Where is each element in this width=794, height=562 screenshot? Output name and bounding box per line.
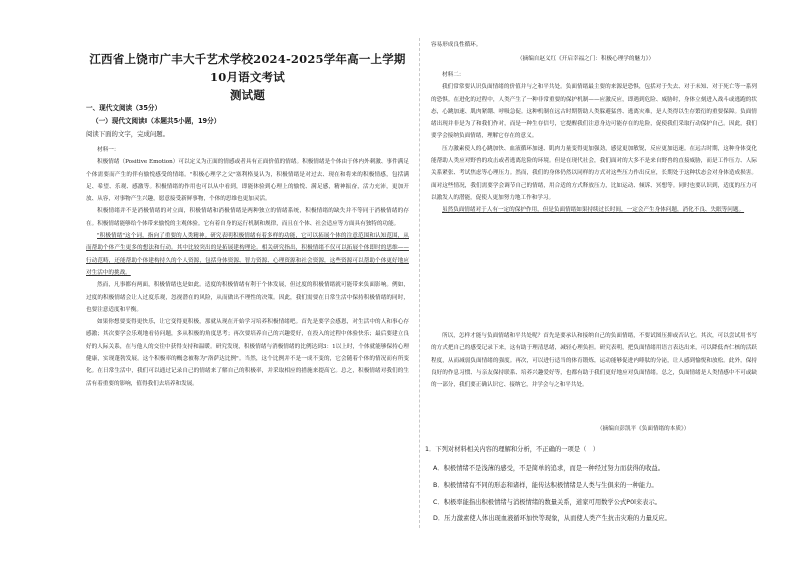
material-two-closing xyxy=(431,330,757,416)
title-line-1: 江西省上饶市广丰大千艺术学校2024-2025学年高一上学期10月语文考试 xyxy=(89,52,406,84)
title-line-2: 测试题 xyxy=(229,88,266,102)
answer-option-b: B．积极情绪有不同的形态和诸样，能传达积极情绪是人类与生俱来的一种能力。 xyxy=(433,482,658,489)
material-two-paragraph: 我们常常要认识负面情绪的价值并与之和平共处。负面情绪最主要的来源是恐惧，包括对于失去、对于未知、对于死亡等一系列的恐惧。在进化的过程中，人类产生了一种非常重要的保护机制——应激反应，即遇到危险、威胁时，身体立刻进入战斗或逃跑的状态，心跳加速、肌肉紧绷、呼吸急促。这种机制在远古时期帮助人类躲避猛兽、逃离灾难，是人类得以生存繁衍的重要保障。负面情绪出现并非是为了和我们作对，而是一种生存信号，它提醒我们注意身边可能存在的危险，促使我们采取行动保护自己。因此，我们要学会接纳负面情绪，理解它存在的意义。 xyxy=(431,84,757,140)
carryover-line: 容易形成良性循环。 xyxy=(431,42,482,48)
source-citation: （摘编自彭凯平《负面情绪的本质》） xyxy=(597,426,690,432)
subsection-heading: （一）现代文阅读Ⅰ（本题共5小题，19分） xyxy=(92,117,221,125)
material-two-label: 材料二： xyxy=(442,72,465,78)
section-heading: 一、现代文阅读（35分） xyxy=(86,104,162,112)
material-one-label: 材料一： xyxy=(97,147,120,153)
material-one-paragraph: 积极情绪（Positive Emotion）可以定义为正面的情感或者具有正面价值的情绪。积极情绪是个体由于体内外刺激、事件满足个体需要而产生的伴有愉悦感受的情绪。"积极心理学之父"塞利格曼认为，积极情绪是对过去、现在和将来的积极情感，包括满足、希望、乐观、感激等。积极情绪的作用也可以从中看到，即能体验到心理上的愉悦、满足感，精神振奋，活力充沛，更加开放、从容，对事物产生兴趣，愿意接受新鲜事物，个体的思维也更加灵活。 xyxy=(86,159,409,203)
source-citation: （摘编自赵义红《开启幸福之门：积极心理学的魅力》） xyxy=(517,56,655,62)
material-two-paragraph: 压力激素使人的心跳加快、血液循环加速、肌肉力量变得更加强劲，感觉更加敏锐，反应更加迅速。在远古时期，这种身体变化能帮助人类应对野兽的攻击或者逃离危险的环境。但是在现代社会，我们面对的大多不是来自野兽的直接威胁，而是工作压力、人际关系紧张、考试焦虑等心理压力。然而，我们的身体仍然以同样的方式对这些压力作出反应，长期处于这种状态会对身体造成损害。面对这些情况，我们需要学会调节自己的情绪，用合适的方式释放压力，比如运动、倾诉、冥想等。同时也要认识到，适度的压力可以激发人的潜能，促使人更加努力地工作和学习。 xyxy=(431,145,757,201)
material-one-paragraph: 如果你想要变得更快乐，让它变得更积极，那就从现在开始学习培养积极情绪吧。首先是要学会感恩，对生活中的人和事心存感激；其次要学会乐观地看待问题，多从积极的角度思考；再次要培养自己的兴趣爱好，在投入的过程中体验快乐；最后要建立良好的人际关系，在与他人的交往中获得支持和温暖。研究发现，积极情绪与消极情绪的比例达到3：1以上时，个体就能够保持心理健康，实现蓬勃发展。这个积极率的概念被称为"洛萨达比例"。当然，这个比例并不是一成不变的，它会随着个体的情况而有所变化。在日常生活中，我们可以通过记录自己的情绪来了解自己的积极率，并采取相应的措施来提高它。总之，积极情绪对我们的生活有着重要的影响，值得我们去培养和发展。 xyxy=(86,319,409,387)
material-two-paragraph: 所以，怎样才能与负面情绪和平共处呢？首先是要承认和接纳自己的负面情绪，不要试图压抑或否认它。其次，可以尝试用书写的方式把自己的感受记录下来，这有助于理清思绪，减轻心理负担。研究表明，把负面情绪用语言表达出来，可以降低杏仁核的活跃程度，从而减弱负面情绪的强度。再次，可以进行适当的体育锻炼，运动能够促进内啡肽的分泌，让人感到愉悦和放松。此外，保持良好的作息习惯、与亲友保持联系、培养兴趣爱好等，也都有助于我们更好地应对负面情绪。总之，负面情绪是人类情感中不可或缺的一部分，我们要正确认识它、接纳它，并学会与之和平共处。 xyxy=(431,333,757,389)
answer-option-c: C．积极率能指出积极情绪与消极情绪的数量关系，道家可用数学公式P0l来表示。 xyxy=(433,499,662,506)
column-divider xyxy=(419,38,421,528)
material-one-paragraph: "积极情绪"这个词，指向了重要的人类精神。研究表明积极情绪有着多样的功能，它可以拓展个体的注意范围和认知范围，从而帮助个体产生更多的想法和行动。其中比较突出的是拓展建构理论。相关研究指出，积极情绪不仅可以拓展个体即时的思维——行动范畴，还能帮助个体建构持久的个人资源，包括身体资源、智力资源、心理资源和社会资源，这些资源可以帮助个体更好地应对生活中的挑战。 xyxy=(86,233,409,276)
material-two xyxy=(431,69,757,327)
material-one-paragraph: 积极情绪并不是消极情绪的对立面，积极情绪和消极情绪是两种独立的情绪系统，积极情绪的缺失并不等同于消极情绪的存在。积极情绪能够给个体带来愉悦的主观体验。它有着自身的运行机制和规律，而且在个体、社会适应等方面具有独特的功能。 xyxy=(86,208,409,227)
page-title xyxy=(86,50,409,104)
material-one-paragraph: 然而，凡事都有两面，积极情绪也是如此。适度的积极情绪有利于个体发展，但过度的积极情绪就可能带来负面影响。例如，过度的积极情绪会让人过度乐观，忽视潜在的风险，从而做出不理性的决策。因此，我们需要在日常生活中保持积极情绪的同时，也要注意适度和平衡。 xyxy=(86,282,409,313)
question-stem: 1．下列对材料相关内容的理解和分析，不正确的一项是（ ） xyxy=(425,446,600,453)
material-two-paragraph: 虽然负面情绪对于人有一定的保护作用，但是负面情绪如果持续过长时间，一定会产生身体问题，消化不良、失眠等问题。 xyxy=(442,207,745,214)
answer-option-a: A．积极情绪不是浅薄的感受，不是简单的追求，而是一种经过努力而获得的收益。 xyxy=(433,465,664,472)
answer-option-d: D．压力激素使人体出现血液循环加快等现象，从而使人类产生抗击灾难的力量反应。 xyxy=(433,515,671,522)
material-one xyxy=(86,144,409,518)
reading-instruction: 阅读下面的文字，完成问题。 xyxy=(86,130,170,138)
